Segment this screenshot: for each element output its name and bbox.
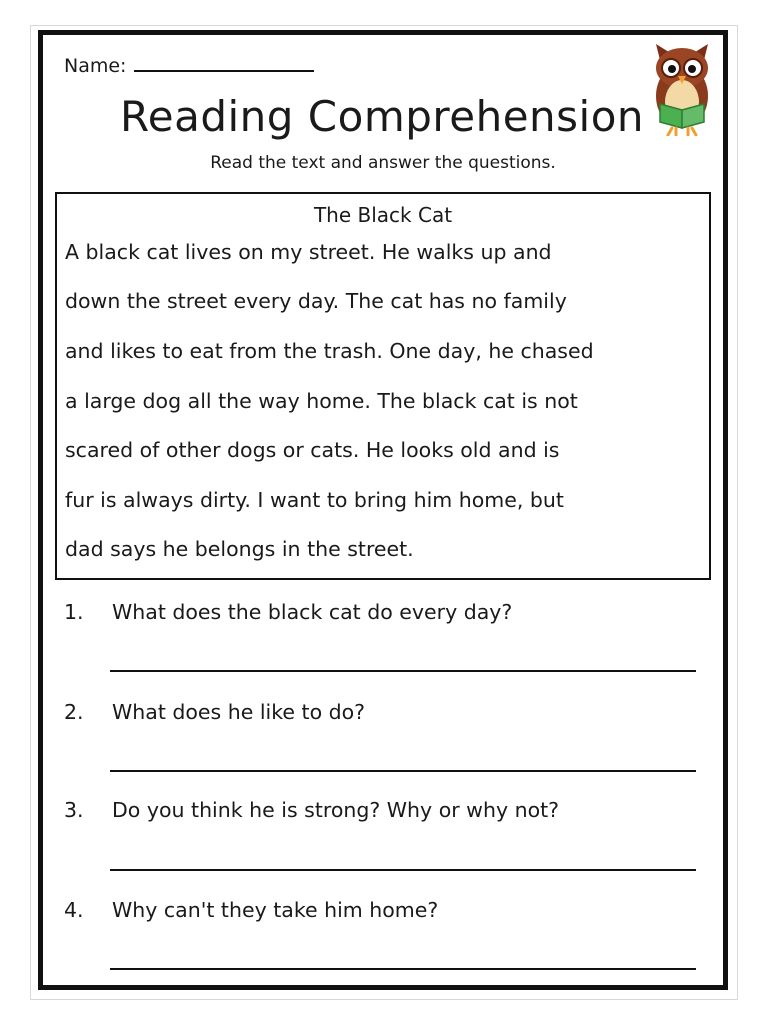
answer-line[interactable] xyxy=(110,670,696,672)
story-line: down the street every day. The cat has no family xyxy=(65,289,567,313)
question-number: 2. xyxy=(64,700,84,724)
question-number: 1. xyxy=(64,600,84,624)
question-text: Why can't they take him home? xyxy=(112,898,439,922)
instructions: Read the text and answer the questions. xyxy=(210,153,556,173)
story-line: and likes to eat from the trash. One day, he chased xyxy=(65,339,594,363)
owl-reading-book-icon xyxy=(646,40,718,136)
question-number: 3. xyxy=(64,798,84,822)
question-text: Do you think he is strong? Why or why not? xyxy=(112,798,560,822)
story-line: fur is always dirty. I want to bring him home, but xyxy=(65,488,564,512)
question-text: What does he like to do? xyxy=(112,700,366,724)
name-row xyxy=(64,52,314,77)
story-line: dad says he belongs in the street. xyxy=(65,537,414,561)
question-text: What does the black cat do every day? xyxy=(112,600,513,624)
story-line: A black cat lives on my street. He walks up and xyxy=(65,240,552,264)
name-label: Name: xyxy=(64,55,127,77)
answer-line[interactable] xyxy=(110,770,696,772)
question-number: 4. xyxy=(64,898,84,922)
name-input-line[interactable] xyxy=(134,52,314,72)
answer-line[interactable] xyxy=(110,968,696,970)
story-title: The Black Cat xyxy=(313,203,453,227)
page-title: Reading Comprehension xyxy=(119,92,645,141)
story-line: scared of other dogs or cats. He looks old and is xyxy=(65,438,560,462)
answer-line[interactable] xyxy=(110,869,696,871)
story-line: a large dog all the way home. The black cat is not xyxy=(65,389,578,413)
